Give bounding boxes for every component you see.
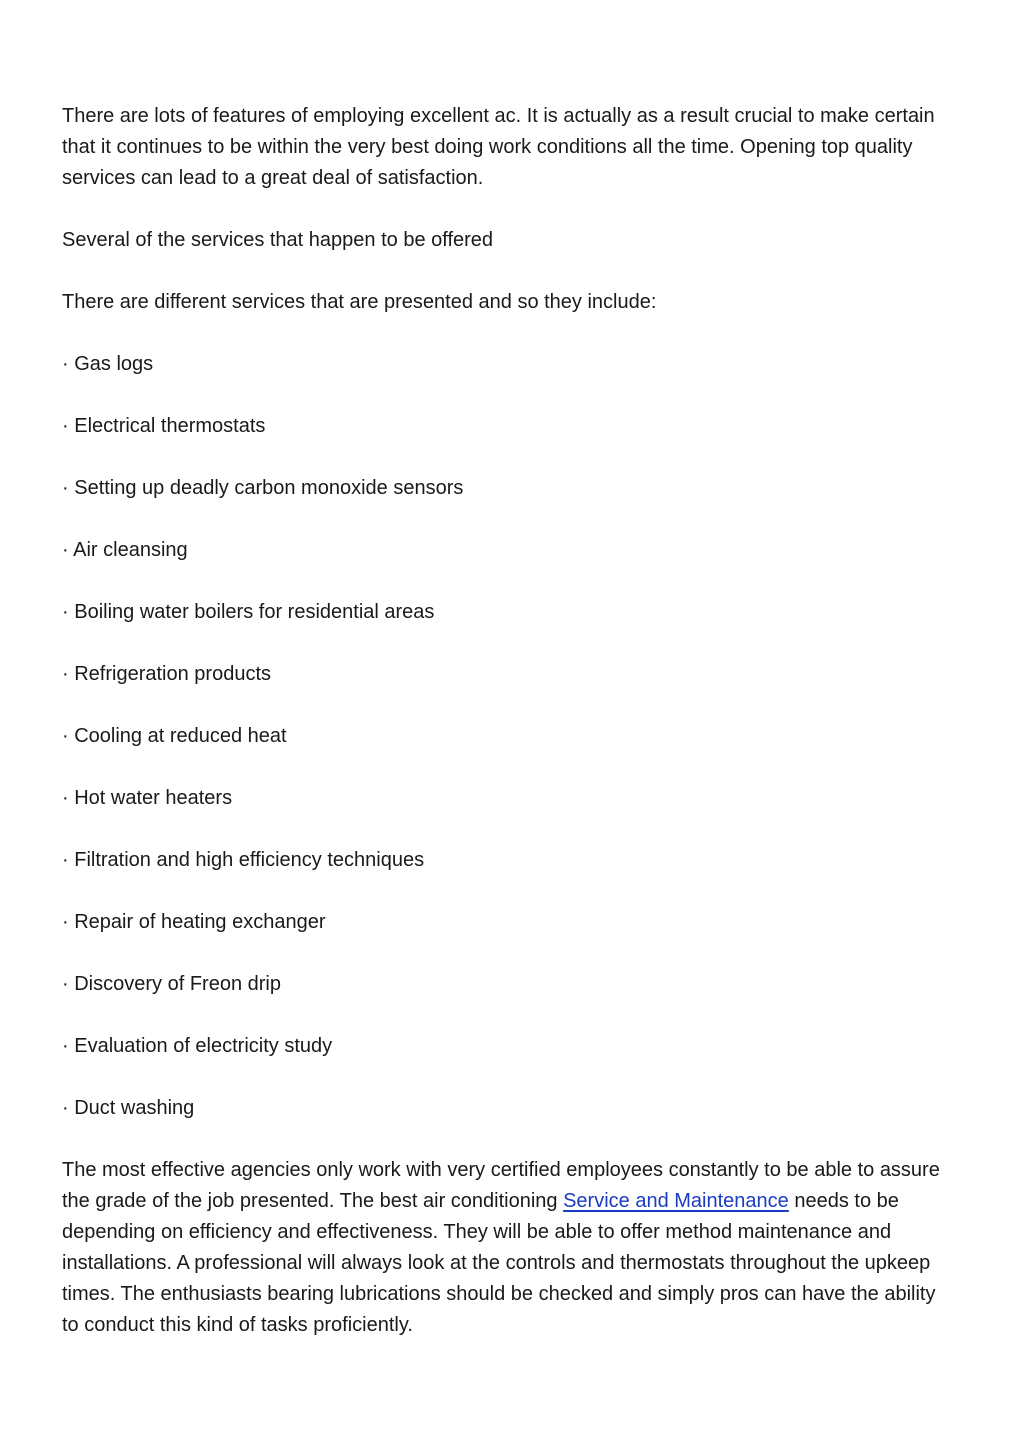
- list-item-label: Discovery of Freon drip: [74, 973, 281, 995]
- list-item: [62, 845, 957, 876]
- list-item: [62, 783, 957, 814]
- closing-text-start: The most effective agencies only work with very certified employees constantly to be able to assure the grade of the job presented. The best air conditioning: [62, 1159, 940, 1212]
- list-item-label: Gas logs: [74, 353, 154, 375]
- services-heading: Several of the services that happen to be offered: [62, 229, 494, 251]
- list-item-label: Refrigeration products: [74, 663, 272, 685]
- list-item-label: Air cleansing: [73, 539, 188, 561]
- list-item: [62, 1031, 957, 1062]
- list-item-label: Hot water heaters: [74, 787, 233, 809]
- bullet-icon: ·: [62, 973, 69, 995]
- bullet-icon: ·: [62, 1097, 69, 1119]
- bullet-icon: ·: [62, 787, 69, 809]
- bullet-icon: ·: [62, 849, 69, 871]
- bullet-icon: ·: [62, 663, 69, 685]
- bullet-icon: ·: [62, 601, 69, 623]
- bullet-icon: ·: [62, 539, 69, 561]
- closing-paragraph: [62, 1155, 957, 1341]
- list-item: [62, 721, 957, 752]
- intro-paragraph: There are lots of features of employing excellent ac. It is actually as a result crucial to make certain that it continues to be within the very best doing work conditions all the time. Opening top quality services can lead to a great deal of satisfaction.: [62, 105, 935, 189]
- service-and-maintenance-link[interactable]: Service and Maintenance: [563, 1190, 789, 1212]
- list-item-label: Boiling water boilers for residential areas: [74, 601, 435, 623]
- list-item: [62, 1093, 957, 1124]
- list-item: [62, 473, 957, 504]
- list-item: [62, 597, 957, 628]
- bullet-icon: ·: [62, 911, 69, 933]
- list-item-label: Cooling at reduced heat: [74, 725, 287, 747]
- list-item-label: Electrical thermostats: [74, 415, 266, 437]
- list-item: [62, 907, 957, 938]
- list-item: [62, 349, 957, 380]
- list-item: [62, 659, 957, 690]
- list-item-label: Repair of heating exchanger: [74, 911, 326, 933]
- list-item-label: Evaluation of electricity study: [74, 1035, 333, 1057]
- bullet-icon: ·: [62, 415, 69, 437]
- bullet-icon: ·: [62, 1035, 69, 1057]
- list-item-label: Filtration and high efficiency techniques: [74, 849, 425, 871]
- list-item: [62, 969, 957, 1000]
- document-body: [62, 101, 957, 1372]
- closing-text-end: needs to be depending on efficiency and effectiveness. They will be able to offer method maintenance and installations. A professional will always look at the controls and thermostats throughout the upkeep times. The enthusiasts bearing lubrications should be checked and simply pros can have the ability to conduct this kind of tasks proficiently.: [62, 1190, 936, 1336]
- bullet-icon: ·: [62, 725, 69, 747]
- list-item: [62, 411, 957, 442]
- bullet-icon: ·: [62, 477, 69, 499]
- list-item-label: Duct washing: [74, 1097, 195, 1119]
- services-list: [62, 349, 957, 1124]
- list-item-label: Setting up deadly carbon monoxide sensors: [74, 477, 464, 499]
- bullet-icon: ·: [62, 353, 69, 375]
- services-lead: There are different services that are presented and so they include:: [62, 291, 657, 313]
- list-item: [62, 535, 957, 566]
